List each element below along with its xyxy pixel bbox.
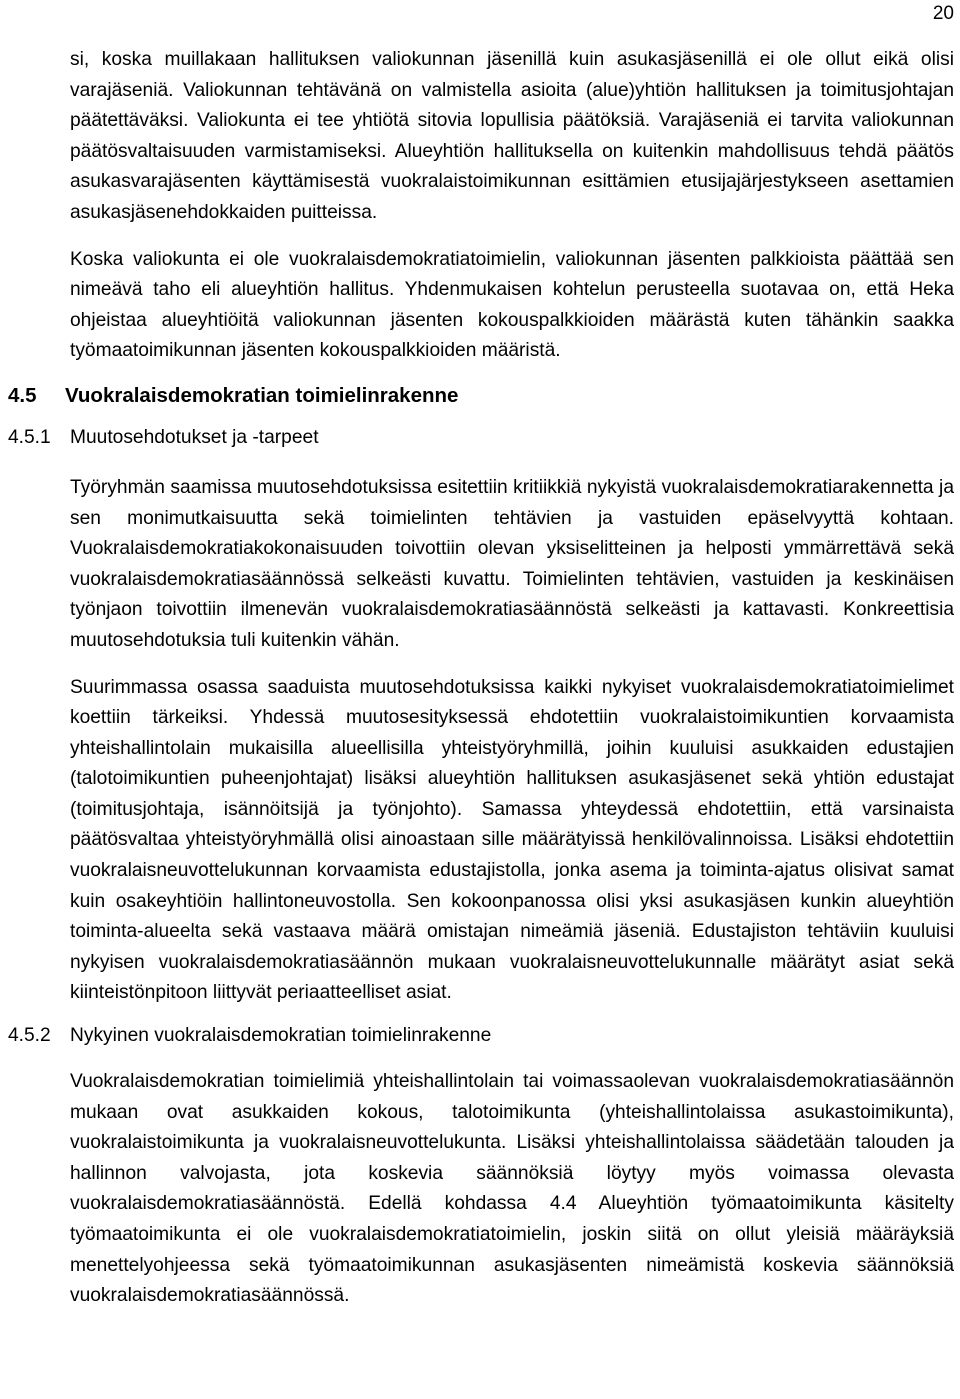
- subsection-heading-4-5-2: [8, 1021, 954, 1051]
- paragraph-muutosehdotukset-toimielimet: Suurimmassa osassa saaduista muutosehdotuksissa kaikki nykyiset vuokralaisdemokratiatoimielimet koettiin tärkeiksi. Yhdessä muutosesityksessä ehdotettiin vuokralaistoimikuntien korvaamista yhteishallintolain mukaisilla alueellisilla yhteistyöryhmillä, joihin kuuluisi asukkaiden edustajien (talotoimikuntien puheenjohtajat) lisäksi alueyhtiön hallituksen asukasjäsenet sekä yhtiön edustajat (toimitusjohtaja, isännöitsijä ja työnjohto). Samassa yhteydessä ehdotettiin, että varsinaista päätösvaltaa yhteistyöryhmällä olisi ainoastaan sille määrätyissä henkilövalinnoissa. Lisäksi ehdotettiin vuokralaisneuvottelukunnan korvaamista edustajistolla, jonka asema ja toiminta-ajatus olisivat samat kuin osakeyhtiöin hallintoneuvostolla. Sen kokoonpanossa olisi yksi asukasjäsen kunkin alueyhtiön toiminta-alueelta sekä vastaava määrä omistajan nimeämiä jäseniä. Edustajiston tehtäviin kuuluisi nykyisen vuokralaisdemokratiasäännön mukaan vuokralaisneuvottelukunnalle määrätyt asiat sekä kiinteistönpitoon liittyvät periaatteelliset asiat.: [70, 676, 954, 1004]
- subsection-number: 4.5.2: [8, 1025, 51, 1047]
- section-title: Vuokralaisdemokratian toimielinrakenne: [65, 383, 459, 407]
- section-number: 4.5: [8, 383, 37, 407]
- subsection-heading-4-5-1: [8, 423, 954, 453]
- document-body: [8, 45, 954, 1312]
- paragraph-valiokunta-palkkiot: Koska valiokunta ei ole vuokralaisdemokratiatoimielin, valiokunnan jäsenten palkkioista päättää sen nimeävä taho eli alueyhtiön hallitus. Yhdenmukaisen kohtelun perusteella suotavaa on, että Heka ohjeistaa alueyhtiöitä valiokunnan jäsenten kokouspalkkioiden määrästä kuten tähänkin saakka työmaatoimikunnan jäsenten kokouspalkkioiden määristä.: [70, 248, 954, 362]
- subsection-title: Muutosehdotukset ja -tarpeet: [70, 426, 319, 448]
- section-heading-4-5: [8, 381, 954, 411]
- page-number: 20: [932, 3, 954, 24]
- paragraph-muutosehdotukset-kritiikki: Työryhmän saamissa muutosehdotuksissa esitettiin kritiikkiä nykyistä vuokralaisdemokratiarakennetta ja sen monimutkaisuutta sekä toimielinten tehtävien ja vastuiden epäselvyyttä kohtaan. Vuokralaisdemokratiakokonaisuuden toivottiin olevan yksiselitteinen ja helposti ymmärrettävä sekä vuokralaisdemokratiasäännössä selkeästi kuvattu. Toimielinten tehtävien, vastuiden ja keskinäisen työnjaon toivottiin ilmenevän vuokralaisdemokratiasäännöstä selkeästi ja kattavasti. Konkreettisia muutosehdotuksia tuli kuitenkin vähän.: [70, 476, 954, 651]
- subsection-title: Nykyinen vuokralaisdemokratian toimielinrakenne: [70, 1025, 492, 1047]
- paragraph-valiokunta-varajasenet: si, koska muillakaan hallituksen valiokunnan jäsenillä kuin asukasjäsenillä ei ole ollut eikä olisi varajäseniä. Valiokunnan tehtävänä on valmistella asioita (alue)yhtiön hallituksen ja toimitusjohtajan päätettäväksi. Valiokunta ei tee yhtiötä sitovia lopullisia päätöksiä. Varajäseniä ei tarvita valiokunnan päätösvaltaisuuden varmistamiseksi. Alueyhtiön hallituksella on kuitenkin mahdollisuus tehdä päätös asukasvarajäsenten käyttämisestä vuokralaistoimikunnan esittämien etusijajärjestykseen asettamien asukasjäsenehdokkaiden puitteissa.: [70, 49, 954, 223]
- subsection-number: 4.5.1: [8, 426, 51, 448]
- paragraph-nykyinen-rakenne: Vuokralaisdemokratian toimielimiä yhteishallintolain tai voimassaolevan vuokralaisdemokratiasäännön mukaan ovat asukkaiden kokous, talotoimikunta (yhteishallintolaissa asukastoimikunta), vuokralaistoimikunta ja vuokralaisneuvottelukunta. Lisäksi yhteishallintolaissa säädetään talouden ja hallinnon valvojasta, jota koskevia säännöksiä löytyy myös voimassa olevasta vuokralaisdemokratiasäännöstä. Edellä kohdassa 4.4 Alueyhtiön työmaatoimikunta käsitelty työmaatoimikunta ei ole vuokralaisdemokratiatoimielin, joskin siitä on ollut yleisiä määräyksiä menettelyohjeessa sekä työmaatoimikunnan asukasjäsenten nimeämistä koskevia säännöksiä vuokralaisdemokratiasäännössä.: [70, 1071, 954, 1307]
